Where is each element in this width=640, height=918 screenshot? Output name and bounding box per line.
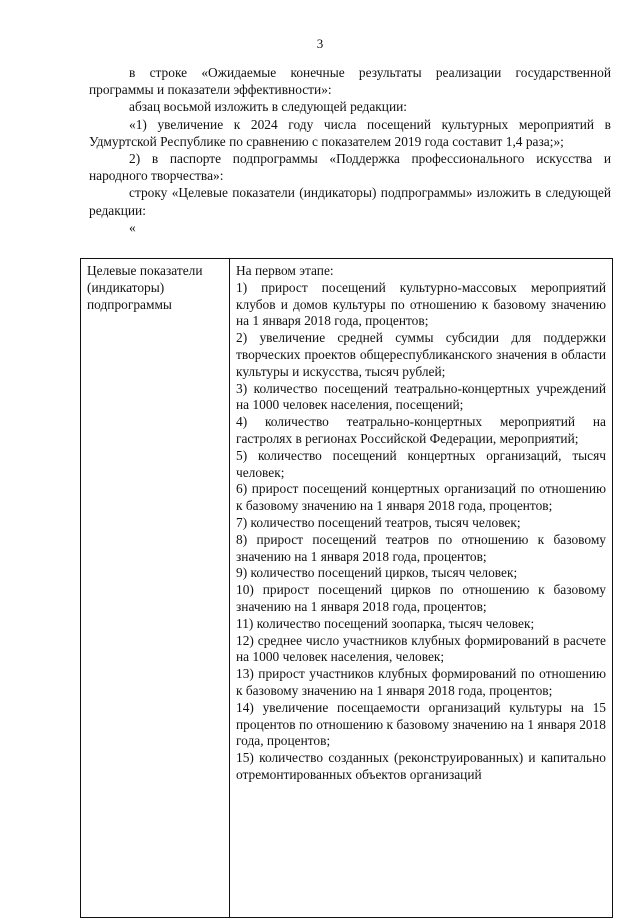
indicator-item: 2) увеличение средней суммы субсидии для поддержки творческих проектов общереспубликанского значения в области культуры и искусства, тысяч рублей; xyxy=(236,330,606,379)
indicators-table xyxy=(80,258,613,918)
table-label-cell: Целевые показатели (индикаторы) подпрограммы xyxy=(81,259,230,918)
opening-quote: « xyxy=(129,219,136,235)
indicator-item: 6) прирост посещений концертных организаций по отношению к базовому значению на 1 января 2018 года, процентов; xyxy=(236,481,606,514)
indicator-item: 12) среднее число участников клубных формирований в расчете на 1000 человек населения, человек; xyxy=(236,632,606,665)
indicator-item: 5) количество посещений концертных организаций, тысяч человек; xyxy=(236,447,606,480)
table-row xyxy=(81,259,613,918)
indicator-item: 4) количество театрально-концертных мероприятий на гастролях в регионах Российской Федерации, мероприятий; xyxy=(236,414,606,446)
indicator-item: 14) увеличение посещаемости организаций культуры на 15 процентов по отношению к базовому значению на 1 января 2018 года, процентов; xyxy=(236,699,606,749)
stage-heading: На первом этапе: xyxy=(236,263,334,278)
indicator-item: 9) количество посещений цирков, тысяч человек; xyxy=(236,565,518,581)
intro-paragraph: абзац восьмой изложить в следующей редакции: xyxy=(129,99,408,115)
indicator-item: 8) прирост посещений театров по отношению к базовому значению на 1 января 2018 года, процентов; xyxy=(236,531,606,564)
intro-paragraph: строку «Целевые показатели (индикаторы) подпрограммы» изложить в следующей редакции: xyxy=(89,185,611,218)
intro-paragraph: в строке «Ожидаемые конечные результаты реализации государственной программы и показатели эффективности»: xyxy=(89,65,611,98)
intro-paragraph: 2) в паспорте подпрограммы «Поддержка профессионального искусства и народного творчества»: xyxy=(89,151,611,184)
table-content-cell xyxy=(230,259,613,918)
indicator-item: 7) количество посещений театров, тысяч человек; xyxy=(236,514,521,530)
indicator-item: 3) количество посещений театрально-концертных учреждений на 1000 человек населения, посещений; xyxy=(236,380,606,413)
indicator-item: 11) количество посещений зоопарка, тысяч человек; xyxy=(236,615,535,631)
intro-paragraph: «1) увеличение к 2024 году числа посещений культурных мероприятий в Удмуртской Республике по сравнению с показателем 2019 года составит 1,4 раза;»; xyxy=(89,116,611,149)
page-number: 3 xyxy=(316,36,324,51)
indicator-item: 10) прирост посещений цирков по отношению к базовому значению на 1 января 2018 года, процентов; xyxy=(236,582,606,614)
indicator-item: 15) количество созданных (реконструированных) и капитально отремонтированных объектов организаций xyxy=(236,750,606,782)
indicator-item: 13) прирост участников клубных формирований по отношению к базовому значению на 1 января 2018 года, процентов; xyxy=(236,666,606,698)
indicator-item: 1) прирост посещений культурно-массовых мероприятий клубов и домов культуры по отношению к базовому значению на 1 января 2018 года, процентов; xyxy=(236,279,606,329)
intro-text xyxy=(89,64,611,236)
